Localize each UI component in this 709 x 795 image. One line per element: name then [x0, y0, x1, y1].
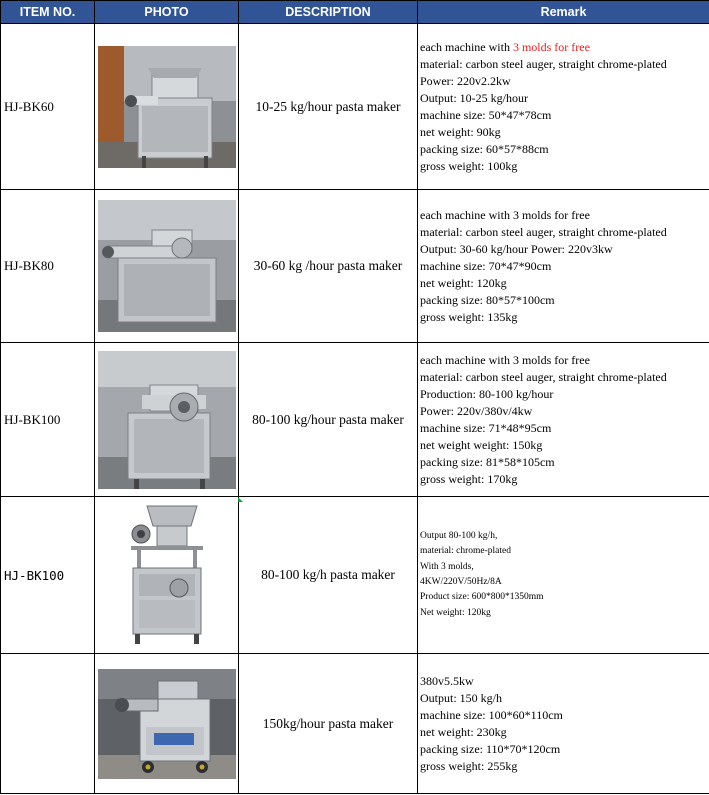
remark-line: packing size: 60*57*88cm — [420, 141, 549, 156]
table-row — [1, 190, 709, 343]
description: 10-25 kg/hour pasta maker — [239, 24, 418, 190]
remark-cell — [418, 343, 709, 497]
photo-cell — [95, 343, 239, 497]
remark-cell — [418, 24, 709, 190]
remark-line: Power: 220v/380v/4kw — [420, 403, 533, 418]
photo-cell — [95, 497, 239, 654]
remark-line: gross weight: 135kg — [420, 309, 518, 324]
pasta-maker-photo — [98, 200, 236, 332]
remark-line: net weight weight: 150kg — [420, 437, 543, 452]
item-no — [1, 654, 95, 794]
remark-line: Output: 30-60 kg/hour Power: 220v3kw — [420, 241, 613, 256]
table-row — [1, 343, 709, 497]
remark-line: packing size: 81*58*105cm — [420, 454, 555, 469]
pasta-maker-photo — [98, 351, 236, 489]
remark-cell — [418, 497, 709, 654]
description: 80-100 kg/h pasta maker — [239, 497, 418, 654]
remark-line: each machine with 3 molds for free — [420, 352, 590, 367]
header-photo: PHOTO — [95, 1, 239, 24]
remark-line: net weight: 120kg — [420, 275, 507, 290]
remark-line: machine size: 71*48*95cm — [420, 420, 552, 435]
table-row — [1, 497, 709, 654]
header-remark: Remark — [418, 1, 709, 24]
free-molds-highlight: 3 molds for free — [512, 39, 590, 54]
remark-line: packing size: 80*57*100cm — [420, 292, 555, 307]
remark-line: machine size: 70*47*90cm — [420, 258, 552, 273]
remark-line: 380v5.5kw — [420, 673, 474, 688]
remark-line: machine size: 50*47*78cm — [420, 107, 552, 122]
remark-line: material: carbon steel auger, straight chrome-plated — [420, 224, 667, 239]
item-no: HJ-BK60 — [1, 24, 95, 190]
header-item-no: ITEM NO. — [1, 1, 95, 24]
pasta-maker-photo — [98, 669, 236, 779]
table-row — [1, 24, 709, 190]
table-row — [1, 654, 709, 794]
cell-comment-marker — [238, 497, 243, 502]
pasta-maker-photo — [98, 46, 236, 168]
remark-line: material: chrome-plated — [420, 546, 511, 557]
remark-lead: each machine with — [420, 39, 513, 54]
item-no: HJ-BK100 — [1, 343, 95, 497]
remark-line: each machine with 3 molds for free — [420, 207, 590, 222]
description: 30-60 kg /hour pasta maker — [239, 190, 418, 343]
remark-line — [420, 39, 709, 56]
remark-line: Output: 150 kg/h — [420, 690, 503, 705]
remark-line: Power: 220v2.2kw — [420, 73, 511, 88]
remark-cell — [418, 654, 709, 794]
remark-line: Output 80-100 kg/h, — [420, 531, 498, 542]
remark-line: Product size: 600*800*1350mm — [420, 592, 544, 603]
remark-cell — [418, 190, 709, 343]
remark-line: 4KW/220V/50Hz/8A — [420, 577, 502, 587]
remark-line: net weight: 90kg — [420, 124, 501, 139]
photo-cell — [95, 24, 239, 190]
remark-line: gross weight: 100kg — [420, 158, 518, 173]
remark-line: machine size: 100*60*110cm — [420, 707, 563, 722]
photo-cell — [95, 654, 239, 794]
description: 150kg/hour pasta maker — [239, 654, 418, 794]
remark-line: gross weight: 255kg — [420, 758, 518, 773]
remark-line: Output: 10-25 kg/hour — [420, 90, 528, 105]
remark-line: net weight: 230kg — [420, 724, 507, 739]
remark-line: material: carbon steel auger, straight chrome-plated — [420, 56, 667, 71]
remark-line: With 3 molds, — [420, 561, 474, 572]
remark-line: Production: 80-100 kg/hour — [420, 386, 554, 401]
header-description: DESCRIPTION — [239, 1, 418, 24]
remark-line: gross weight: 170kg — [420, 471, 518, 486]
description: 80-100 kg/hour pasta maker — [239, 343, 418, 497]
remark-line: Net weight: 120kg — [420, 607, 491, 618]
remark-line: packing size: 110*70*120cm — [420, 741, 561, 756]
pasta-maker-photo — [117, 504, 217, 646]
remark-line: material: carbon steel auger, straight chrome-plated — [420, 369, 667, 384]
item-no: HJ-BK100 — [1, 497, 95, 654]
header-row — [1, 1, 709, 24]
item-no: HJ-BK80 — [1, 190, 95, 343]
photo-cell — [95, 190, 239, 343]
